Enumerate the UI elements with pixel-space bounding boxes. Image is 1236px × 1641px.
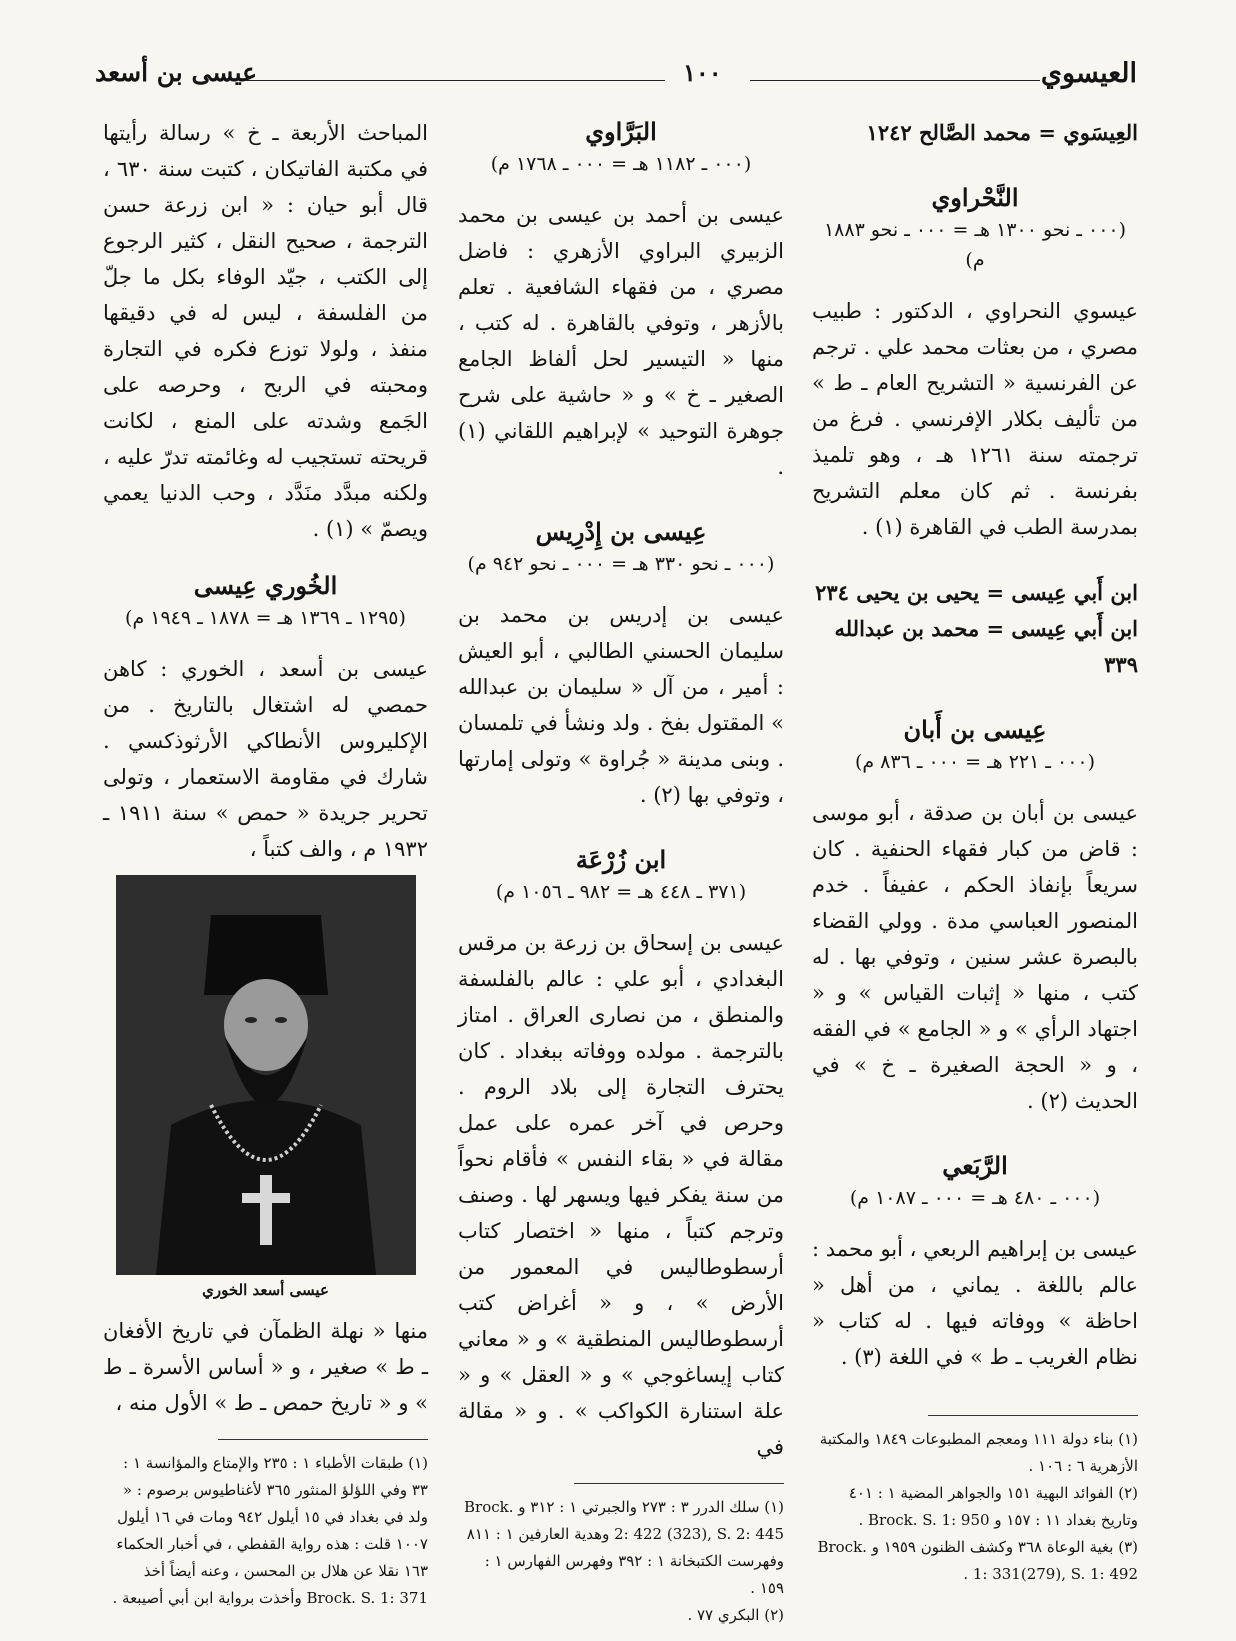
page-header: [95, 58, 1137, 94]
entry-body: عيسى بن إسحاق بن زرعة بن مرقس البغدادي ، أبو علي : عالم بالفلسفة والمنطق ، من نصارى العراق . امتاز بالترجمة . مولده ووفاته ببغداد . كان يحترف التجارة إلى بلاد الروم . وحرص في آخر عمره على عمل مقالة في « بقاء النفس » فأقام نحواً من سنة يفكر فيها ويسهر لها . وصنف وترجم كتباً ، منها « اختصار كتاب أرسطوطاليس في المعمور من الأرض » ، و « أغراض كتب أرسطوطاليس المنطقية » و « معاني كتاب إيساغوجي » و « العقل » و « علة استنارة الكواكب » . و « مقالة في: [458, 931, 784, 1459]
entry-name: ابن زُرْعَة: [575, 845, 667, 874]
footnote: (٣) بغية الوعاة ٣٦٨ وكشف الظنون ١٩٥٩ و Brock. 1: 331(279), S. 1: 492 .: [817, 1538, 1138, 1583]
footnote-rule: [218, 1439, 428, 1440]
entry-dates: (١٢٩٥ ـ ١٣٦٩ هـ = ١٨٧٨ ـ ١٩٤٩ م): [125, 607, 406, 629]
footnote: (١) سلك الدرر ٣ : ٢٧٣ والجبرتي ١ : ٣١٢ و Brock. 2: 422 (323), S. 2: 445 وهدية العارفين ١ : ٨١١ وفهرست الكتبخانة ١ : ٣٩٢ وفهرس الفهارس ١ : ١٥٩ .: [464, 1498, 784, 1597]
footnote-rule: [574, 1483, 784, 1484]
entry-name: النَّحْراوي: [931, 183, 1019, 212]
portrait-photo: [116, 875, 416, 1275]
footnote-rule: [928, 1415, 1138, 1416]
entry-body: منها « نهلة الظمآن في تاريخ الأفغان ـ ط » صغير ، و « أساس الأسرة ـ ط » و « تاريخ حمص ـ ط » الأول منه ،: [103, 1319, 428, 1415]
portrait-illustration: [116, 875, 416, 1275]
header-right-title: العيسوي: [1040, 58, 1137, 89]
cross-reference: ابن أَبي عِيسى = يحيى بن يحيى ٢٣٤: [815, 580, 1138, 605]
entry-dates: (٣٧١ ـ ٤٤٨ هـ = ٩٨٢ ـ ١٠٥٦ م): [495, 881, 747, 903]
column-right: [812, 115, 1138, 1588]
entry-body: عيسى بن أبان بن صدقة ، أبو موسى : قاض من كبار فقهاء الحنفية . كان سريعاً بإنفاذ الحكم ، عفيفاً . خدم المنصور العباسي مدة . وولي القضاء بالبصرة عشر سنين ، وتوفي بها . له كتب ، منها « إثبات القياس » و « اجتهاد الرأي » و « الجامع » في الفقه ، و « الحجة الصغيرة ـ خ » في الحديث (٢) .: [812, 801, 1138, 1113]
entry-body: عيسى بن أحمد بن عيسى بن محمد الزبيري البراوي الأزهري : فاضل مصري ، من فقهاء الشافعية . تعلم بالأزهر ، وتوفي بالقاهرة . له كتب ، منها « التيسير لحل ألفاظ الجامع الصغير ـ خ » و « حاشية على شرح جوهرة التوحيد » لإبراهيم اللقاني (١) .: [458, 203, 784, 479]
footnote: (٢) الفوائد البهية ١٥١ والجواهر المضية ١ : ٤٠١ وتاريخ بغداد ١١ : ١٥٧ و Brock. S. 1: 950 .: [848, 1484, 1138, 1529]
footnote: (٢) البكري ٧٧ .: [687, 1606, 784, 1624]
entry-continuation: المباحث الأربعة ـ خ » رسالة رأيتها في مكتبة الفاتيكان ، كتبت سنة ٦٣٠ ، قال أبو حيان : « ابن زرعة حسن الترجمة ، صحيح النقل ، كثير الرجوع إلى الكتب ، جيّد الوفاء بكل ما جلّ من الفلسفة ، ليس له في دقيقها منفذ ، ولولا توزع فكره في التجارة ومحبته في الربح ، وحرصه على الجَمع وشدته على المنع ، لكانت قريحته تستجيب له وغائمته تدرّ عليه ، ولكنه مبدَّد منَدَّد ، وحب الدنيا يعمي ويصمّ » (١) .: [103, 121, 428, 541]
entry-dates: (٠٠٠ ـ ١١٨٢ هـ = ٠٠٠ ـ ١٧٦٨ م): [490, 153, 752, 175]
cross-reference: ابن أَبي عِيسى = محمد بن عبدالله ٣٣٩: [834, 616, 1138, 677]
footnote: (١) بناء دولة ١١١ ومعجم المطبوعات ١٨٤٩ والمكتبة الأزهرية ٦ : ١٠٦ .: [819, 1430, 1138, 1475]
entry-dates: (٠٠٠ ـ ٤٨٠ هـ = ٠٠٠ ـ ١٠٨٧ م): [849, 1187, 1101, 1209]
entry-body: عيسى بن إبراهيم الربعي ، أبو محمد : عالم باللغة . يماني ، من أهل « احاظة » ووفاته فيها . له كتاب « نظام الغريب ـ ط » في اللغة (٣) .: [812, 1237, 1138, 1369]
header-left-title: عيسى بن أسعد: [95, 58, 258, 87]
entry-name: عِيسى بن إِدْرِيس: [535, 517, 707, 546]
entry-dates: (٠٠٠ ـ ٢٢١ هـ = ٠٠٠ ـ ٨٣٦ م): [854, 751, 1096, 773]
entry-name: الرَّبَعي: [942, 1151, 1008, 1180]
entry-dates: (٠٠٠ ـ نحو ٣٣٠ هـ = ٠٠٠ ـ نحو ٩٤٢ م): [467, 553, 775, 575]
page-number: ١٠٠: [683, 58, 722, 87]
header-rule-left: [245, 80, 665, 81]
entry-name: البَرَّاوي: [585, 117, 657, 146]
entry-body: عيسى بن إدريس بن محمد بن سليمان الحسني الطالبي ، أبو العيش : أمير ، من آل « سليمان بن عبدالله » المقتول بفخ . ولد ونشأ في تلمسان . وبنى مدينة « جُراوة » وتولى إمارتها ، وتوفي بها (٢) .: [458, 603, 784, 807]
cross-reference: العِيسَوي = محمد الصَّالح ١٢٤٢: [866, 120, 1138, 145]
entry-body: عيسوي النحراوي ، الدكتور : طبيب مصري ، من بعثات محمد علي . ترجم عن الفرنسية « التشريح العام ـ ط » من تأليف بكلار الإفرنسي . فرغ من ترجمته سنة ١٢٦١ هـ ، وهو تلميذ بفرنسة . ثم كان معلم التشريح بمدرسة الطب في القاهرة (١) .: [812, 299, 1138, 539]
footnote: (١) طبقات الأطباء ١ : ٢٣٥ والإمتاع والمؤانسة ١ : ٣٣ وفي اللؤلؤ المنثور ٣٦٥ لأغناطيوس برصوم : « ولد في بغداد في ١٥ أيلول ٩٤٢ ومات في ١٦ أيلول ١٠٠٧ قلت : هذه رواية القفطي ، في أخبار الحكماء ١٦٣ نقلا عن هلال بن المحسن ، وعنه أيضاً أخذ Brock. S. 1: 371 وأخذت برواية ابن أبي أصيبعة .: [112, 1454, 428, 1607]
entry-name: عِيسى بن أَبان: [903, 715, 1047, 744]
column-middle: [458, 115, 784, 1629]
column-left: [103, 115, 428, 1612]
entry-body: عيسى بن أسعد ، الخوري : كاهن حمصي له اشتغال بالتاريخ . من الإكليروس الأنطاكي الأرثوذكسي . شارك في مقاومة الاستعمار ، وتولى تحرير جريدة « حمص » سنة ١٩١١ ـ ١٩٣٢ م ، والف كتباً ،: [103, 657, 428, 861]
entry-name: الخُوري عِيسى: [193, 571, 338, 600]
entry-dates: (٠٠٠ ـ نحو ١٣٠٠ هـ = ٠٠٠ ـ نحو ١٨٨٣ م): [823, 219, 1127, 271]
photo-caption: عيسى أسعد الخوري: [202, 1281, 329, 1299]
header-rule-right: [750, 80, 1040, 81]
